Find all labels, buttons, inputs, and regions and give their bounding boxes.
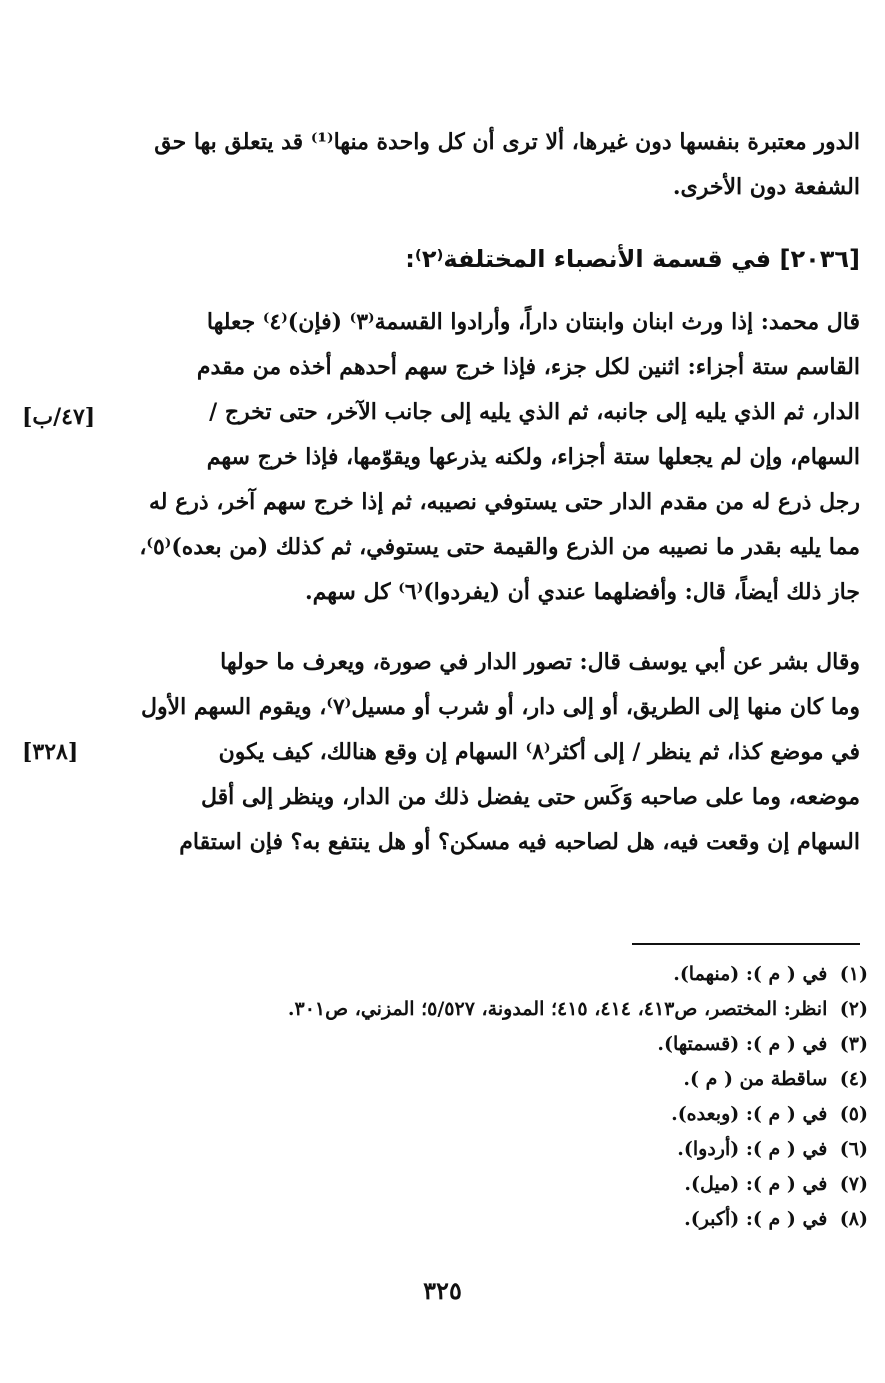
footnote-item	[108, 1062, 868, 1097]
manuscript-folio-marker: [٤٧/ب]	[22, 404, 96, 430]
footnote-number: (٧)	[839, 1173, 868, 1195]
footnote-number: (٣)	[839, 1033, 868, 1055]
paragraph-line: جاز ذلك أيضاً، قال: وأفضلهما عندي أن (يفردوا)⁽٦⁾ كل سهم.	[304, 579, 860, 605]
footnote-text: في ( م ): (قسمتها).	[657, 1033, 828, 1055]
page-number: ٣٢٥	[423, 1276, 462, 1305]
paragraph-line: القاسم ستة أجزاء: اثنين لكل جزء، فإذا خرج سهم أحدهم أخذه من مقدم	[196, 354, 860, 380]
manuscript-page-marker: [٣٢٨]	[22, 739, 79, 765]
footnote-item	[108, 992, 868, 1027]
footnote-number: (٤)	[839, 1068, 868, 1090]
paragraph-line: رجل ذرع له من مقدم الدار حتى يستوفي نصيبه، ثم إذا خرج سهم آخر، ذرع له	[148, 489, 860, 515]
footnote-text: في ( م ): (أردوا).	[677, 1138, 828, 1160]
footnote-text: في ( م ): (ميل).	[684, 1173, 828, 1195]
footnote-item	[108, 1097, 868, 1132]
footnote-number: (١)	[839, 963, 868, 985]
paragraph-line: قال محمد: إذا ورث ابنان وابنتان داراً، وأرادوا القسمة⁽٣⁾ (فإن)⁽٤⁾ جعلها	[206, 309, 860, 335]
paragraph-line: في موضع كذا، ثم ينظر / إلى أكثر⁽٨⁾ السهام إن وقع هنالك، كيف يكون	[218, 739, 860, 765]
paragraph-line: الدار، ثم الذي يليه إلى جانبه، ثم الذي يليه إلى جانب الآخر، حتى تخرج /	[209, 399, 860, 425]
footnote-text: انظر: المختصر، ص٤١٣، ٤١٤، ٤١٥؛ المدونة، ٥/٥٢٧؛ المزني، ص٣٠١.	[287, 998, 828, 1020]
paragraph-line: السهام إن وقعت فيه، هل لصاحبه فيه مسكن؟ أو هل ينتفع به؟ فإن استقام	[179, 829, 860, 855]
footnote-item	[108, 1167, 868, 1202]
footnote-text: في ( م ): (منهما).	[673, 963, 828, 985]
footnotes	[108, 957, 868, 1237]
footnote-text: في ( م ): (وبعده).	[671, 1103, 828, 1125]
footnote-number: (٥)	[839, 1103, 868, 1125]
footnote-text: في ( م ): (أكبر).	[684, 1208, 828, 1230]
paragraph-2	[108, 300, 860, 615]
paragraph-3	[108, 640, 860, 865]
paragraph-line: الدور معتبرة بنفسها دون غيرها، ألا ترى أن كل واحدة منها⁽¹⁾ قد يتعلق بها حق	[154, 129, 860, 155]
footnote-item	[108, 1202, 868, 1237]
footnote-text: ساقطة من ( م ).	[683, 1068, 828, 1090]
paragraph-1	[108, 120, 860, 210]
footnote-number: (٢)	[839, 998, 868, 1020]
paragraph-line: موضعه، وما على صاحبه وَكَس حتى يفضل ذلك من الدار، وينظر إلى أقل	[200, 784, 860, 810]
paragraph-line: السهام، وإن لم يجعلها ستة أجزاء، ولكنه يذرعها ويقوّمها، فإذا خرج سهم	[206, 444, 860, 470]
section-heading: [٢٠٣٦] في قسمة الأنصباء المختلفة⁽٢⁾:	[405, 245, 860, 273]
footnote-item	[108, 1132, 868, 1167]
paragraph-line: وما كان منها إلى الطريق، أو إلى دار، أو شرب أو مسيل⁽٧⁾، ويقوم السهم الأول	[140, 694, 860, 720]
footnote-number: (٨)	[839, 1208, 868, 1230]
footnote-number: (٦)	[839, 1138, 868, 1160]
footnote-item	[108, 1027, 868, 1062]
paragraph-line: الشفعة دون الأخرى.	[672, 174, 860, 200]
paragraph-line: مما يليه بقدر ما نصيبه من الذرع والقيمة حتى يستوفي، ثم كذلك (من بعده)⁽٥⁾،	[139, 534, 860, 560]
footnote-item	[108, 957, 868, 992]
footnote-divider	[632, 943, 860, 945]
paragraph-line: وقال بشر عن أبي يوسف قال: تصور الدار في صورة، ويعرف ما حولها	[220, 649, 860, 675]
